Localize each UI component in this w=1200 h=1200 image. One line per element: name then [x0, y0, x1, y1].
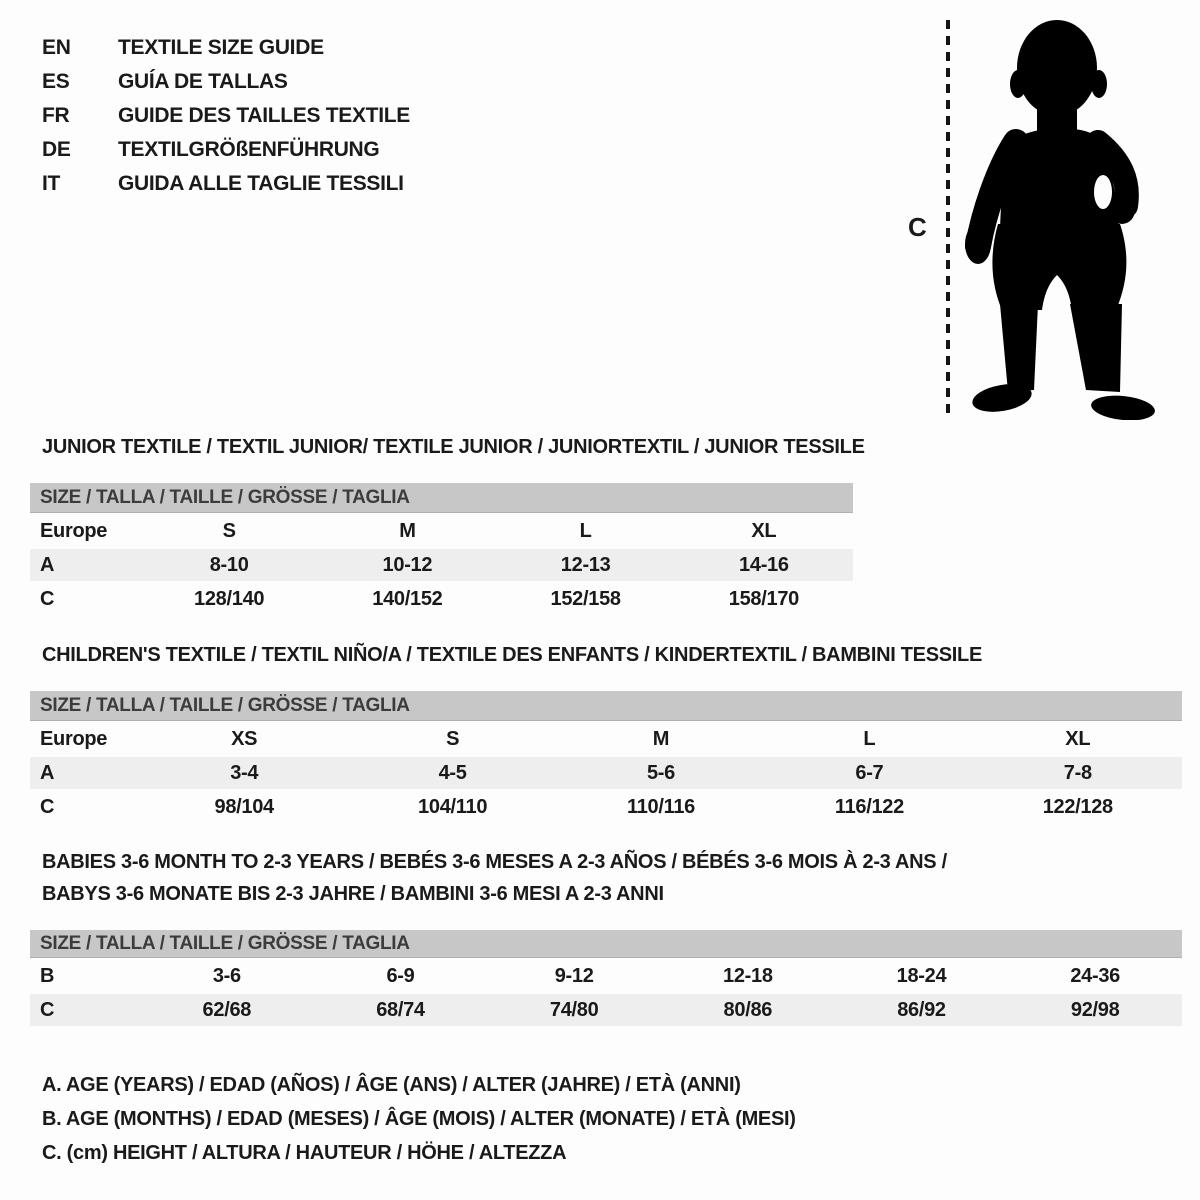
measure-legend — [42, 1068, 796, 1170]
language-code: EN — [42, 36, 71, 59]
language-code: FR — [42, 104, 70, 127]
size-cell: XL — [751, 519, 777, 542]
row-label: Europe — [40, 519, 108, 542]
junior-section-title: JUNIOR TEXTILE / TEXTIL JUNIOR/ TEXTILE JUNIOR / JUNIORTEXTIL / JUNIOR TESSILE — [42, 436, 865, 458]
height-cell: 110/116 — [626, 795, 695, 818]
row-label: A — [40, 761, 55, 784]
age-cell: 5-6 — [646, 761, 675, 784]
language-title: GUIDE DES TAILLES TEXTILE — [118, 104, 410, 127]
language-title: TEXTILGRÖßENFÜHRUNG — [118, 138, 380, 161]
language-code: ES — [42, 70, 70, 93]
table-row — [30, 549, 853, 581]
table-row — [30, 513, 853, 549]
height-cell: 62/68 — [202, 998, 252, 1021]
children-size-table — [30, 691, 1182, 825]
legend-line-c: C. (cm) HEIGHT / ALTURA / HAUTEUR / HÖHE / ALTEZZA — [42, 1141, 567, 1164]
age-cell: 24-36 — [1070, 964, 1120, 987]
height-cell: 104/110 — [418, 795, 488, 818]
row-label: C — [40, 587, 55, 610]
row-label: A — [40, 553, 55, 576]
size-cell: S — [222, 519, 236, 542]
height-cell: 152/158 — [550, 587, 621, 610]
height-measure-line — [946, 20, 950, 416]
height-cell: 122/128 — [1042, 795, 1113, 818]
legend-line-a: A. AGE (YEARS) / EDAD (AÑOS) / ÂGE (ANS) / ALTER (JAHRE) / ETÀ (ANNI) — [42, 1073, 741, 1096]
children-section-title: CHILDREN'S TEXTILE / TEXTIL NIÑO/A / TEXTILE DES ENFANTS / KINDERTEXTIL / BAMBINI TESSILE — [42, 644, 982, 666]
language-row — [42, 167, 410, 201]
legend-line-b: B. AGE (MONTHS) / EDAD (MESES) / ÂGE (MOIS) / ALTER (MONATE) / ETÀ (MESI) — [42, 1107, 796, 1130]
height-cell: 92/98 — [1070, 998, 1120, 1021]
table-row — [30, 757, 1182, 789]
age-cell: 12-18 — [723, 964, 773, 987]
babies-title-line1: BABIES 3-6 MONTH TO 2-3 YEARS / BEBÉS 3-6 MESES A 2-3 AÑOS / BÉBÉS 3-6 MOIS À 2-3 ANS / — [42, 851, 947, 873]
size-cell: L — [579, 519, 592, 542]
age-cell: 7-8 — [1063, 761, 1092, 784]
size-cell: XL — [1065, 727, 1091, 750]
table-row — [30, 789, 1182, 825]
row-label: C — [40, 998, 55, 1021]
table-row — [30, 994, 1182, 1026]
age-cell: 10-12 — [382, 553, 433, 576]
table-row — [30, 581, 853, 617]
age-cell: 3-6 — [212, 964, 241, 987]
age-cell: 18-24 — [896, 964, 947, 987]
junior-size-table — [30, 483, 853, 617]
size-header-bar — [30, 930, 1182, 958]
age-cell: 12-13 — [560, 553, 611, 576]
language-row — [42, 65, 410, 99]
row-label: C — [40, 795, 55, 818]
height-cell: 158/170 — [728, 587, 799, 610]
babies-section-title — [42, 846, 947, 910]
language-row — [42, 31, 410, 65]
size-header-label: SIZE / TALLA / TAILLE / GRÖSSE / TAGLIA — [40, 932, 410, 954]
size-header-label: SIZE / TALLA / TAILLE / GRÖSSE / TAGLIA — [40, 486, 410, 508]
height-cell: 128/140 — [194, 587, 265, 610]
language-title: GUIDA ALLE TAGLIE TESSILI — [118, 172, 404, 195]
height-cell: 86/92 — [897, 998, 946, 1021]
table-row — [30, 721, 1182, 757]
language-title: TEXTILE SIZE GUIDE — [118, 36, 324, 59]
toddler-silhouette-icon — [960, 18, 1160, 420]
height-cell: 74/80 — [549, 998, 599, 1021]
language-title: GUÍA DE TALLAS — [118, 70, 288, 93]
age-cell: 6-9 — [386, 964, 415, 987]
age-cell: 4-5 — [438, 761, 467, 784]
babies-title-line2: BABYS 3-6 MONATE BIS 2-3 JAHRE / BAMBINI 3-6 MESI A 2-3 ANNI — [42, 883, 664, 905]
height-cell: 98/104 — [214, 795, 274, 818]
size-cell: M — [652, 727, 670, 750]
language-row — [42, 133, 410, 167]
table-row — [30, 958, 1182, 994]
size-cell: M — [399, 519, 416, 542]
height-cell: 140/152 — [372, 587, 443, 610]
age-cell: 3-4 — [230, 761, 259, 784]
height-cell: 116/122 — [834, 795, 904, 818]
age-cell: 9-12 — [554, 964, 594, 987]
language-title-list — [42, 31, 410, 201]
babies-size-table — [30, 930, 1182, 1026]
size-header-bar — [30, 483, 853, 513]
height-cell: 80/86 — [723, 998, 773, 1021]
row-label: Europe — [40, 727, 108, 750]
language-code: IT — [42, 172, 61, 195]
height-measure-label: C — [908, 212, 927, 242]
height-cell: 68/74 — [376, 998, 425, 1021]
size-cell: L — [863, 727, 876, 750]
size-header-bar — [30, 691, 1182, 721]
size-cell: S — [446, 727, 460, 750]
age-cell: 6-7 — [855, 761, 884, 784]
size-cell: XS — [231, 727, 258, 750]
age-cell: 14-16 — [739, 553, 789, 576]
row-label: B — [40, 964, 55, 987]
age-cell: 8-10 — [209, 553, 249, 576]
size-header-label: SIZE / TALLA / TAILLE / GRÖSSE / TAGLIA — [40, 694, 410, 716]
language-code: DE — [42, 138, 71, 161]
language-row — [42, 99, 410, 133]
